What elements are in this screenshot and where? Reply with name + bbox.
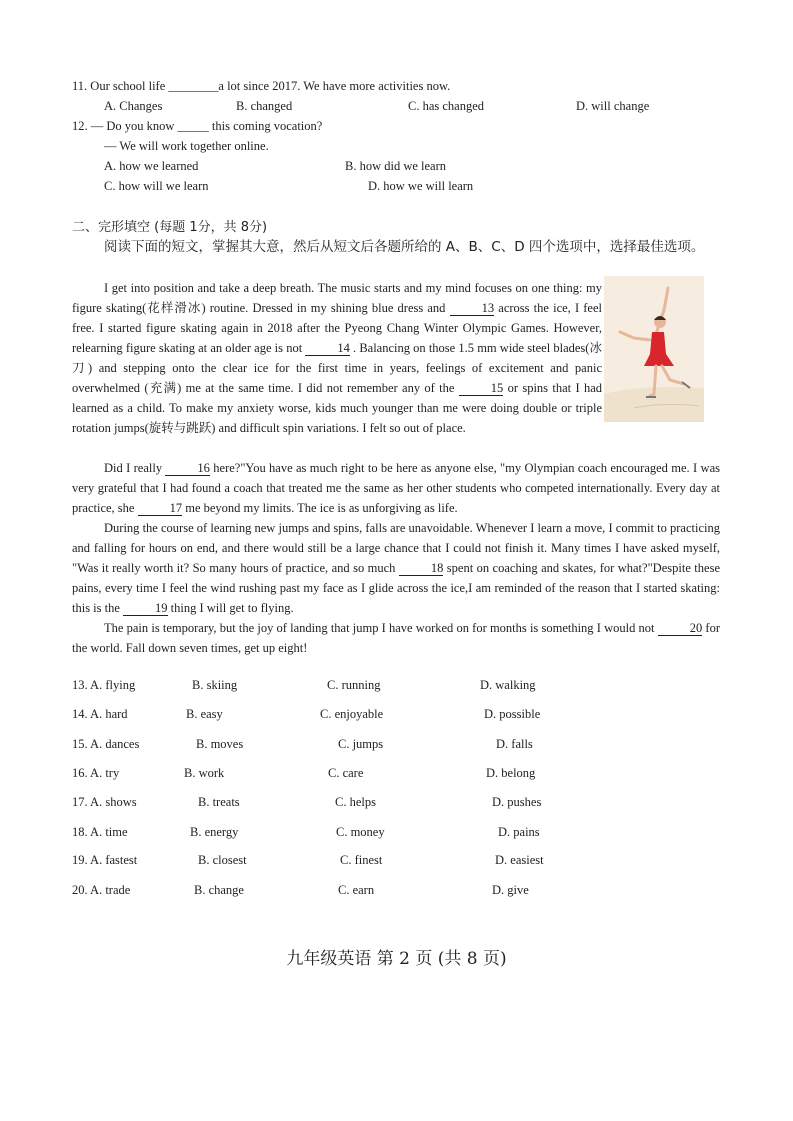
passage-text: The pain is temporary, but the joy of landing that jump I have worked on for months is something I would not [104, 621, 658, 635]
option-b: B. skiing [192, 678, 238, 692]
question-11-option-a: A. Changes [104, 99, 163, 113]
passage-text: thing I will get to flying. [167, 601, 294, 615]
option-b: B. change [194, 883, 244, 897]
option-a: 19. A. fastest [72, 853, 138, 867]
option-a: 18. A. time [72, 825, 128, 839]
question-12-reply: — We will work together online. [104, 139, 269, 153]
passage-text: I get into position and take a deep breath. The music starts and my mind focuses on one thing: my figure skating(花样滑冰) routine. Dressed in my shining blue dress and [72, 281, 602, 315]
blank-14: 14 [305, 341, 350, 356]
passage-text: me beyond my limits. The ice is as unforgiving as life. [182, 501, 458, 515]
option-b: B. easy [186, 707, 223, 721]
question-11-option-b: B. changed [236, 99, 293, 113]
option-a: 20. A. trade [72, 883, 131, 897]
option-d: D. pains [498, 825, 540, 839]
option-d: D. possible [484, 707, 541, 721]
option-b: B. closest [198, 853, 247, 867]
option-a: 17. A. shows [72, 795, 137, 809]
blank-18: 18 [399, 561, 444, 576]
passage-paragraph-4 [72, 618, 720, 658]
option-c: C. enjoyable [320, 707, 384, 721]
option-c: C. earn [338, 883, 375, 897]
option-d: D. walking [480, 678, 536, 692]
option-b: B. treats [198, 795, 240, 809]
blank-20: 20 [658, 621, 703, 636]
cloze-passage [72, 278, 720, 438]
option-c: C. running [327, 678, 381, 692]
question-11-option-c: C. has changed [408, 99, 485, 113]
blank-19: 19 [123, 601, 168, 616]
passage-text: . Balancing on those 1.5 mm wide steel blades(冰刀) and stepping onto the clear ice for the first time in years, feelings of excitement and panic overwhelmed (充满) me at the same time. I did not remember any of the [72, 341, 603, 395]
blank-15: 15 [459, 381, 504, 396]
passage-paragraph-1 [72, 278, 602, 438]
option-d: D. easiest [495, 853, 544, 867]
section-title: 二、完形填空 (每题 1分，共 8分) [72, 220, 268, 235]
option-d: D. pushes [492, 795, 542, 809]
option-a: 16. A. try [72, 766, 120, 780]
option-c: C. finest [340, 853, 383, 867]
section-instruction: 阅读下面的短文，掌握其大意，然后从短文后各题所给的 A、B、C、D 四个选项中，选择最佳选项。 [104, 239, 705, 255]
page-footer: 九年级英语 第 2 页 (共 8 页) [286, 949, 507, 969]
question-12-option-c: C. how will we learn [104, 179, 209, 193]
option-b: B. energy [190, 825, 239, 839]
passage-text: During the course of learning new jumps and spins, falls are unavoidable. Whenever I learn a move, I commit to practicing and falling for hours on end, and there would still be a large chance that I could not finish it. Many times I have asked myself, "Was it really worth it? So many hours of practice, and so much [72, 521, 720, 575]
blank-17: 17 [138, 501, 183, 516]
option-b: B. work [184, 766, 225, 780]
question-12-option-b: B. how did we learn [345, 159, 447, 173]
question-12-stem: 12. — Do you know _____ this coming vocation? [72, 119, 323, 133]
option-d: D. give [492, 883, 529, 897]
blank-16: 16 [165, 461, 210, 476]
option-c: C. helps [335, 795, 376, 809]
passage-text: or spins that I had learned as a child. To make my anxiety worse, kids much younger than me were doing double or triple rotation jumps(旋转与跳跃) and difficult spin variations. I felt so out of place. [72, 381, 602, 435]
passage-text: Did I really [104, 461, 166, 475]
passage-text: for the world. Fall down seven times, get up eight! [72, 621, 720, 655]
option-d: D. belong [486, 766, 536, 780]
question-12-option-a: A. how we learned [104, 159, 199, 173]
option-a: 14. A. hard [72, 707, 128, 721]
passage-paragraph-2 [72, 458, 720, 518]
question-11-option-d: D. will change [576, 99, 650, 113]
passage-text: here?"You have as much right to be here as anyone else, "my Olympian coach encouraged me. I was very grateful that I had found a coach that treated me the same as her other students who competed internationally. Every day at practice, she [72, 461, 720, 515]
option-d: D. falls [496, 737, 533, 751]
passage-text: spent on coaching and skates, for what?"Despite these pains, every time I feel the wind rushing past my face as I glide across the ice,I am reminded of the reason that I started skating: this is the [72, 561, 720, 615]
option-a: 15. A. dances [72, 737, 140, 751]
blank-13: 13 [450, 301, 495, 316]
question-12-option-d: D. how we will learn [368, 179, 474, 193]
passage-paragraph-3 [72, 518, 720, 618]
option-c: C. money [336, 825, 385, 839]
option-b: B. moves [196, 737, 244, 751]
option-a: 13. A. flying [72, 678, 136, 692]
passage-text: across the ice, I feel free. I started figure skating again in 2018 after the Pyeong Chang Winter Olympic Games. However, relearning figure skating at an older age is not [72, 301, 602, 355]
question-11-stem: 11. Our school life ________a lot since 2017. We have more activities now. [72, 79, 451, 93]
cloze-passage-continued [72, 458, 720, 658]
option-c: C. care [328, 766, 364, 780]
option-c: C. jumps [338, 737, 384, 751]
